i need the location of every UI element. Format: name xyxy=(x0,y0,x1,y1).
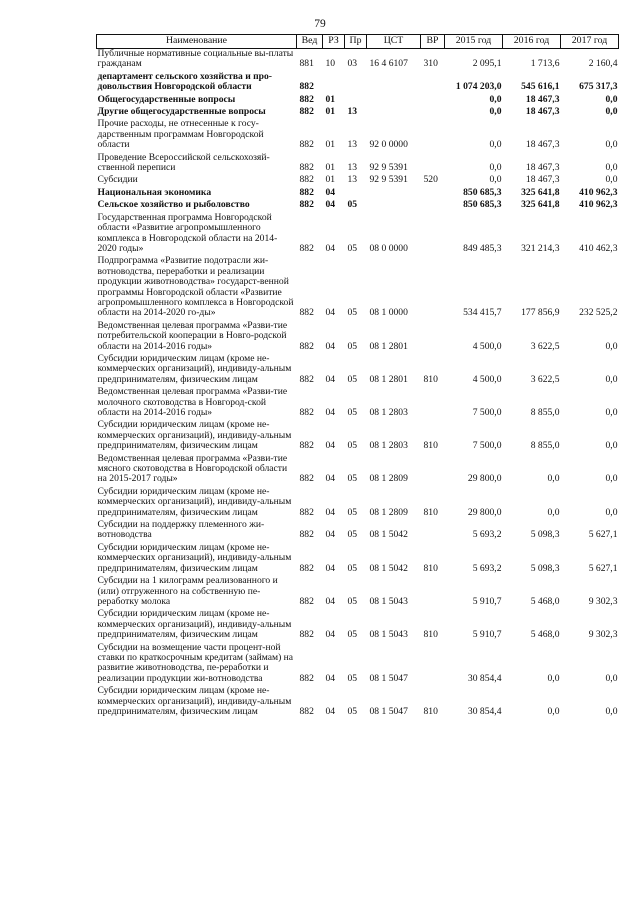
cell-2016: 0,0 xyxy=(547,506,560,518)
cell-cst xyxy=(367,95,421,107)
table-row xyxy=(97,576,619,609)
cell-cst: 08 0 0000 xyxy=(369,242,408,254)
cell-2015: 0,0 xyxy=(489,174,502,186)
cell-ved: 882 xyxy=(299,595,314,607)
cell-2017: 0,0 xyxy=(605,106,618,118)
cell-2017: 232 525,2 xyxy=(579,307,618,319)
cell-vr: 810 xyxy=(423,373,438,385)
cell-name: Проведение Всероссийской сельскохозяй-ственной переписи xyxy=(97,151,270,174)
cell-pr: 05 xyxy=(347,629,358,641)
cell-vr xyxy=(421,153,445,176)
cell-vr: 810 xyxy=(423,562,438,574)
cell-ved: 882 xyxy=(299,562,314,574)
cell-vr xyxy=(421,520,445,543)
cell-cst: 92 9 5391 xyxy=(369,174,408,186)
table-header-row xyxy=(97,35,619,49)
cell-name: Субсидии юридическим лицам (кроме не-коммерческих организаций), индивиду-альным предпринимателям, физическим лицам xyxy=(97,352,292,385)
cell-2016: 545 616,1 xyxy=(521,81,560,93)
cell-name: Национальная экономика xyxy=(97,186,212,198)
cell-2015: 29 800,0 xyxy=(467,506,502,518)
cell-2017: 0,0 xyxy=(605,162,618,174)
cell-vr xyxy=(421,107,445,119)
cell-2015: 849 485,3 xyxy=(463,242,502,254)
cell-name: Субсидии юридическим лицам (кроме не-коммерческих организаций), индивиду-альным предпринимателям, физическим лицам xyxy=(97,685,292,717)
cell-cst: 08 1 5043 xyxy=(369,629,408,641)
cell-name: Ведомственная целевая программа «Разви-тие мясного скотоводства в Новгородской области на 2015-2017 годы» xyxy=(97,452,288,485)
header-name: Наименование xyxy=(97,35,297,49)
cell-ved: 882 xyxy=(299,340,314,352)
cell-name: Публичные нормативные социальные вы-платы гражданам xyxy=(97,48,294,70)
cell-ved: 882 xyxy=(299,373,314,385)
cell-vr: 810 xyxy=(423,705,438,717)
cell-2015: 850 685,3 xyxy=(463,199,502,211)
cell-2015: 0,0 xyxy=(489,106,502,118)
cell-2015: 5 910,7 xyxy=(472,629,502,641)
table-row xyxy=(97,153,619,176)
cell-2017: 0,0 xyxy=(605,340,618,352)
cell-name: департамент сельского хозяйства и про-довольствия Новгородской области xyxy=(97,70,272,93)
cell-2017: 0,0 xyxy=(605,174,618,186)
cell-2017: 9 302,3 xyxy=(588,595,618,607)
table-row xyxy=(97,543,619,576)
cell-name: Другие общегосударственные вопросы xyxy=(97,106,266,118)
cell-2016: 325 641,8 xyxy=(521,199,560,211)
cell-rz: 04 xyxy=(325,629,336,641)
cell-name: Субсидии xyxy=(97,174,138,186)
cell-rz: 04 xyxy=(325,529,336,541)
cell-ved: 882 xyxy=(299,672,314,684)
budget-table xyxy=(96,34,619,719)
cell-cst: 08 1 5047 xyxy=(369,672,408,684)
cell-ved: 882 xyxy=(299,506,314,518)
cell-vr: 810 xyxy=(423,440,438,452)
cell-rz: 01 xyxy=(325,93,336,105)
cell-vr: 520 xyxy=(423,174,438,186)
cell-ved: 882 xyxy=(299,440,314,452)
table-row xyxy=(97,420,619,453)
cell-name: Подпрограмма «Развитие подотрасли жи-вотноводства, переработки и реализации продукции животноводства» государст-венной программы Новгородской области «Развитие агропромышленного комплекса в Новгородской области на 2014-2020 го-ды» xyxy=(97,255,294,319)
header-2017: 2017 год xyxy=(561,35,619,49)
cell-rz: 04 xyxy=(325,373,336,385)
cell-2017: 410 962,3 xyxy=(579,186,618,198)
cell-2016: 5 468,0 xyxy=(530,629,560,641)
cell-name: Прочие расходы, не отнесенные к госу-дарственным программам Новгородской области xyxy=(97,118,264,151)
cell-2016: 177 856,9 xyxy=(521,307,560,319)
cell-2015: 30 854,4 xyxy=(467,672,502,684)
cell-pr: 05 xyxy=(347,407,358,418)
cell-pr: 05 xyxy=(347,340,358,352)
cell-vr xyxy=(421,188,445,200)
cell-cst: 08 1 5043 xyxy=(369,595,408,607)
cell-pr: 05 xyxy=(347,595,358,607)
cell-pr: 05 xyxy=(347,440,358,452)
header-ved: Вед xyxy=(297,35,323,49)
cell-2016: 18 467,3 xyxy=(525,139,560,151)
table-row xyxy=(97,213,619,257)
cell-2016: 18 467,3 xyxy=(525,93,560,105)
cell-rz: 04 xyxy=(325,672,336,684)
table-row xyxy=(97,520,619,543)
cell-pr: 05 xyxy=(347,672,358,684)
cell-2016: 0,0 xyxy=(547,473,560,485)
header-rz: РЗ xyxy=(323,35,345,49)
cell-pr: 13 xyxy=(347,106,358,118)
cell-pr: 13 xyxy=(347,139,358,151)
cell-ved: 882 xyxy=(299,242,314,254)
cell-2016: 325 641,8 xyxy=(521,186,560,198)
table-row xyxy=(97,72,619,95)
cell-vr xyxy=(421,321,445,354)
cell-vr xyxy=(421,200,445,212)
table-row xyxy=(97,200,619,212)
cell-2017: 410 462,3 xyxy=(579,242,618,254)
cell-cst xyxy=(367,200,421,212)
cell-pr: 05 xyxy=(347,529,358,541)
table-row xyxy=(97,256,619,320)
cell-pr: 05 xyxy=(347,199,358,211)
cell-2017: 410 962,3 xyxy=(579,199,618,211)
header-2016: 2016 год xyxy=(503,35,561,49)
cell-rz: 04 xyxy=(325,307,336,319)
cell-2017: 0,0 xyxy=(605,705,618,717)
table-row xyxy=(97,487,619,520)
cell-pr: 05 xyxy=(347,373,358,385)
table-body xyxy=(97,49,619,720)
cell-ved: 882 xyxy=(299,81,314,93)
header-pr: Пр xyxy=(345,35,367,49)
table-row xyxy=(97,686,619,719)
cell-2015: 7 500,0 xyxy=(472,440,502,452)
cell-vr xyxy=(421,119,445,152)
cell-2015: 1 074 203,0 xyxy=(455,81,502,93)
cell-2016: 3 622,5 xyxy=(530,340,560,352)
table-row xyxy=(97,49,619,72)
page-number: 79 xyxy=(314,18,326,30)
cell-2017: 5 627,1 xyxy=(588,529,618,541)
cell-rz: 01 xyxy=(325,174,336,186)
cell-pr: 05 xyxy=(347,473,358,485)
cell-cst xyxy=(367,107,421,119)
cell-ved: 882 xyxy=(299,473,314,485)
cell-vr xyxy=(421,576,445,609)
cell-rz: 04 xyxy=(325,340,336,352)
cell-cst: 08 1 2801 xyxy=(369,373,408,385)
cell-ved: 882 xyxy=(299,139,314,151)
cell-rz: 04 xyxy=(325,473,336,485)
cell-name: Субсидии юридическим лицам (кроме не-коммерческих организаций), индивиду-альным предпринимателям, физическим лицам xyxy=(97,419,292,452)
cell-cst: 16 4 6107 xyxy=(369,58,408,70)
cell-2015: 30 854,4 xyxy=(467,705,502,717)
cell-cst: 08 1 2801 xyxy=(369,340,408,352)
cell-2016: 5 098,3 xyxy=(530,529,560,541)
cell-name: Ведомственная целевая программа «Разви-тие потребительской кооперации в Новго-родской области на 2014-2016 годы» xyxy=(97,319,288,352)
cell-name: Государственная программа Новгородской области «Развитие агропромышленного комплекса в Новгородской области на 2014-2020 годы» xyxy=(97,211,278,254)
header-vr: ВР xyxy=(421,35,445,49)
cell-2017: 0,0 xyxy=(605,407,618,418)
cell-2016: 8 855,0 xyxy=(530,440,560,452)
cell-ved: 882 xyxy=(299,307,314,319)
cell-2017: 675 317,3 xyxy=(579,81,618,93)
cell-name: Субсидии юридическим лицам (кроме не-коммерческих организаций), индивиду-альным предпринимателям, физическим лицам xyxy=(97,608,292,641)
cell-cst: 08 1 5047 xyxy=(369,705,408,717)
cell-rz: 04 xyxy=(325,506,336,518)
cell-2015: 0,0 xyxy=(489,139,502,151)
cell-rz: 01 xyxy=(325,106,336,118)
table-row xyxy=(97,175,619,187)
cell-cst: 08 1 2809 xyxy=(369,473,408,485)
cell-vr xyxy=(421,256,445,320)
cell-ved: 882 xyxy=(299,705,314,717)
cell-vr xyxy=(421,213,445,257)
cell-ved: 882 xyxy=(299,93,314,105)
cell-cst: 92 9 5391 xyxy=(369,162,408,174)
cell-pr: 13 xyxy=(347,162,358,174)
cell-2015: 0,0 xyxy=(489,93,502,105)
cell-2015: 7 500,0 xyxy=(472,407,502,418)
cell-ved: 882 xyxy=(299,186,314,198)
cell-ved: 882 xyxy=(299,529,314,541)
header-cst: ЦСТ xyxy=(367,35,421,49)
cell-name: Субсидии на 1 килограмм реализованного и (или) отгруженного на собственную пе-реработку молока xyxy=(97,575,278,607)
cell-2015: 850 685,3 xyxy=(463,186,502,198)
cell-ved: 882 xyxy=(299,106,314,118)
cell-2015: 4 500,0 xyxy=(472,340,502,352)
cell-ved: 882 xyxy=(299,199,314,211)
cell-rz: 04 xyxy=(325,595,336,607)
cell-2015: 534 415,7 xyxy=(463,307,502,319)
cell-ved: 882 xyxy=(299,407,314,418)
cell-cst: 08 1 0000 xyxy=(369,307,408,319)
cell-2017: 0,0 xyxy=(605,440,618,452)
cell-cst xyxy=(367,188,421,200)
cell-cst: 08 1 5042 xyxy=(369,529,408,541)
cell-2017: 0,0 xyxy=(605,139,618,151)
cell-pr xyxy=(345,72,367,95)
cell-name: Ведомственная целевая программа «Разви-тие молочного скотоводства в Новгород-ской области на 2014-2016 годы» xyxy=(97,386,288,418)
cell-rz: 04 xyxy=(325,186,336,198)
cell-pr: 05 xyxy=(347,242,358,254)
cell-rz: 04 xyxy=(325,242,336,254)
cell-name: Субсидии на возмещение части процент-ной ставки по краткосрочным кредитам (займам) на развитие животноводства, пе-реработки и реализации продукции жи-вотноводства xyxy=(97,641,294,684)
cell-2016: 0,0 xyxy=(547,672,560,684)
cell-rz: 04 xyxy=(325,705,336,717)
cell-2017: 0,0 xyxy=(605,672,618,684)
cell-2016: 18 467,3 xyxy=(525,162,560,174)
cell-ved: 882 xyxy=(299,629,314,641)
cell-2017: 0,0 xyxy=(605,373,618,385)
cell-cst xyxy=(367,72,421,95)
cell-vr: 810 xyxy=(423,506,438,518)
cell-pr: 03 xyxy=(347,58,358,70)
cell-2016: 5 468,0 xyxy=(530,595,560,607)
cell-ved: 882 xyxy=(299,162,314,174)
cell-2017: 9 302,3 xyxy=(588,629,618,641)
cell-rz: 10 xyxy=(325,58,336,70)
cell-2016: 5 098,3 xyxy=(530,562,560,574)
cell-2015: 5 910,7 xyxy=(472,595,502,607)
cell-cst: 08 1 2809 xyxy=(369,506,408,518)
cell-name: Субсидии юридическим лицам (кроме не-коммерческих организаций), индивиду-альным предпринимателям, физическим лицам xyxy=(97,541,292,574)
cell-ved: 881 xyxy=(299,58,314,70)
cell-2016: 8 855,0 xyxy=(530,407,560,418)
cell-vr: 310 xyxy=(423,58,438,70)
cell-2015: 2 095,1 xyxy=(472,58,502,70)
cell-rz: 04 xyxy=(325,407,336,418)
cell-pr: 05 xyxy=(347,506,358,518)
cell-rz: 04 xyxy=(325,562,336,574)
cell-2016: 18 467,3 xyxy=(525,174,560,186)
cell-cst: 08 1 2803 xyxy=(369,440,408,452)
table-row xyxy=(97,354,619,387)
cell-vr xyxy=(421,454,445,487)
cell-rz xyxy=(323,72,345,95)
cell-2016: 18 467,3 xyxy=(525,106,560,118)
cell-name: Субсидии юридическим лицам (кроме не-коммерческих организаций), индивиду-альным предпринимателям, физическим лицам xyxy=(97,485,292,518)
cell-2017: 5 627,1 xyxy=(588,562,618,574)
cell-rz: 04 xyxy=(325,199,336,211)
cell-2017: 0,0 xyxy=(605,506,618,518)
cell-ved: 882 xyxy=(299,174,314,186)
cell-2015: 0,0 xyxy=(489,162,502,174)
cell-2017: 2 160,4 xyxy=(588,58,618,70)
cell-pr: 05 xyxy=(347,562,358,574)
cell-2017: 0,0 xyxy=(605,93,618,105)
cell-vr xyxy=(421,387,445,420)
cell-pr: 05 xyxy=(347,705,358,717)
cell-cst: 08 1 5042 xyxy=(369,562,408,574)
cell-vr xyxy=(421,95,445,107)
cell-rz: 01 xyxy=(325,162,336,174)
cell-vr xyxy=(421,72,445,95)
header-2015: 2015 год xyxy=(445,35,503,49)
cell-name: Субсидии на поддержку племенного жи-вотноводства xyxy=(97,519,265,541)
cell-pr: 13 xyxy=(347,174,358,186)
cell-2015: 5 693,2 xyxy=(472,529,502,541)
cell-cst: 08 1 2803 xyxy=(369,407,408,418)
cell-name: Общегосударственные вопросы xyxy=(97,93,236,105)
cell-2015: 5 693,2 xyxy=(472,562,502,574)
table-row xyxy=(97,643,619,687)
cell-2015: 4 500,0 xyxy=(472,373,502,385)
cell-2017: 0,0 xyxy=(605,473,618,485)
table-row xyxy=(97,609,619,642)
cell-rz: 04 xyxy=(325,440,336,452)
cell-pr: 05 xyxy=(347,307,358,319)
cell-2016: 0,0 xyxy=(547,705,560,717)
cell-2016: 321 214,3 xyxy=(521,242,560,254)
table-row xyxy=(97,321,619,354)
cell-vr: 810 xyxy=(423,629,438,641)
table-row xyxy=(97,387,619,420)
cell-name: Сельское хозяйство и рыболовство xyxy=(97,199,250,211)
cell-2015: 29 800,0 xyxy=(467,473,502,485)
cell-cst: 92 0 0000 xyxy=(369,139,408,151)
cell-vr xyxy=(421,643,445,687)
cell-rz: 01 xyxy=(325,139,336,151)
table-row xyxy=(97,454,619,487)
table-row xyxy=(97,119,619,152)
cell-2016: 3 622,5 xyxy=(530,373,560,385)
cell-2016: 1 713,6 xyxy=(530,58,560,70)
